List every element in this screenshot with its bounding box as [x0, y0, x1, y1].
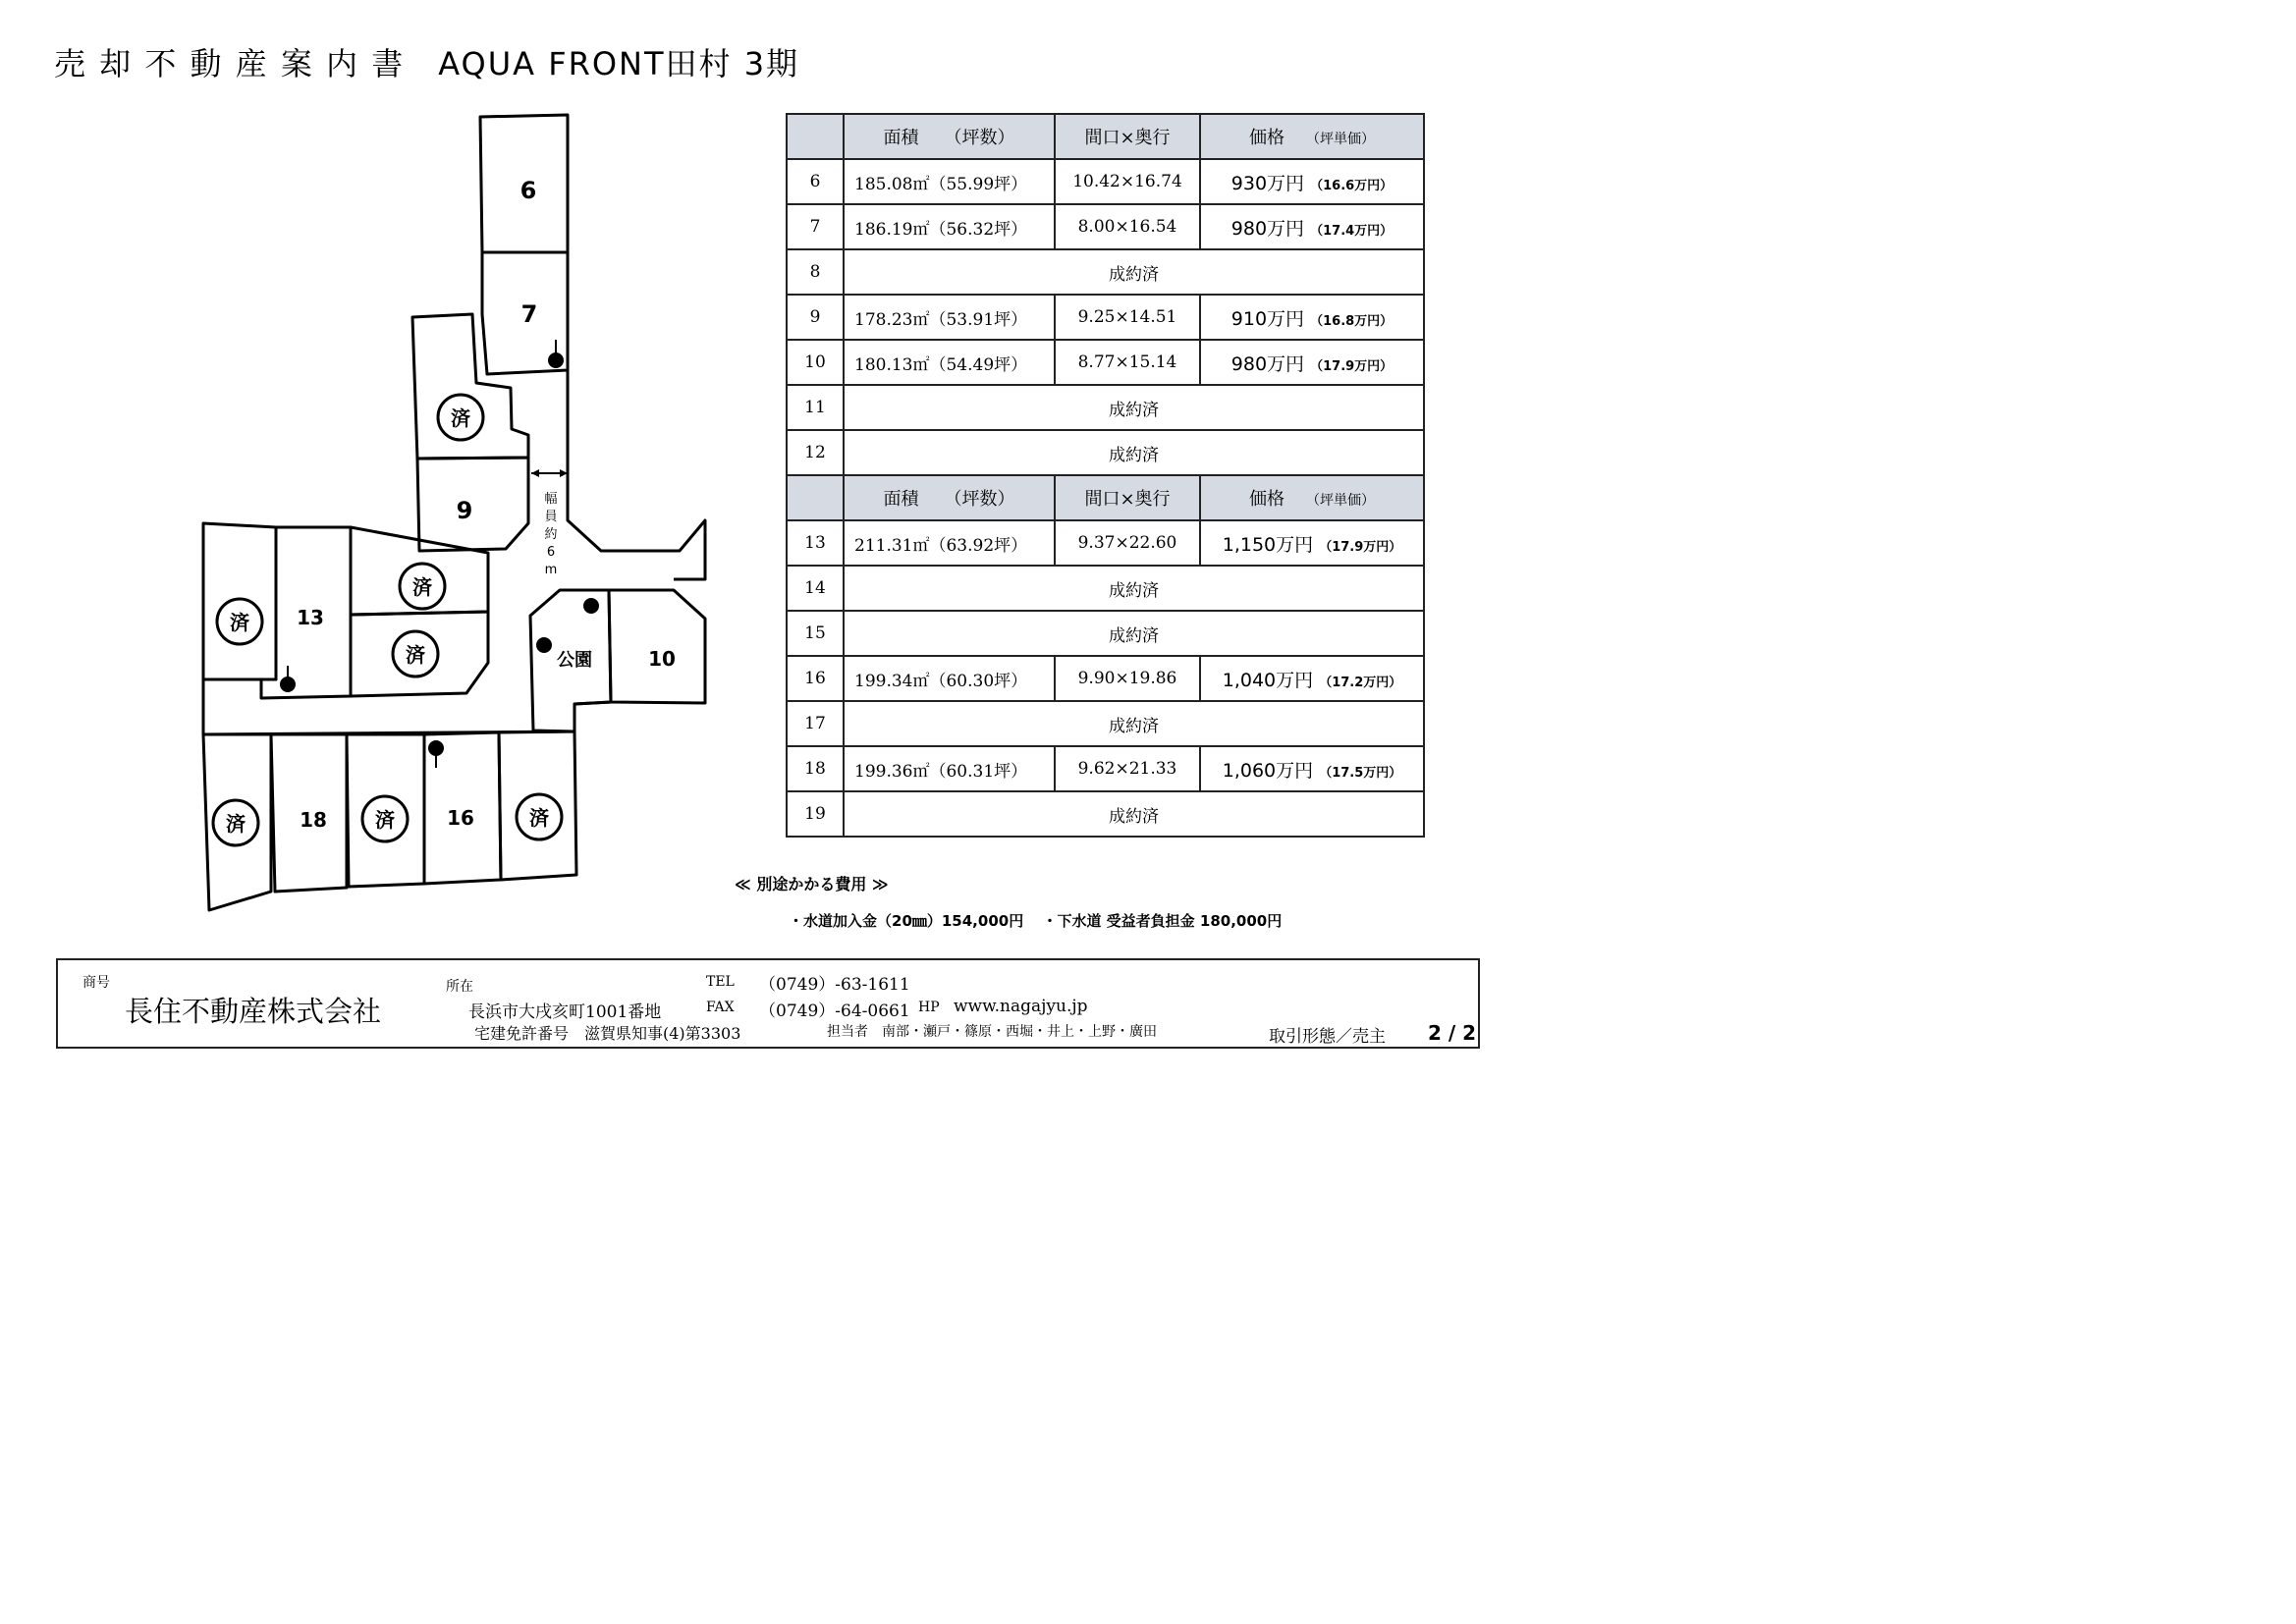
lot-number: 19: [787, 791, 844, 837]
fax-number: （0749）-64-0661: [759, 1001, 910, 1021]
lot-price-cell: [1200, 159, 1424, 204]
sold-mark: 済: [230, 611, 249, 634]
lot-row: [787, 385, 1424, 430]
lot-price-table: [786, 113, 1425, 838]
lot-dimensions: 9.90×19.86: [1055, 656, 1200, 701]
lot-row: [787, 430, 1424, 475]
lot-row: [787, 249, 1424, 295]
lot-row: [787, 791, 1424, 837]
lot-area: 178.23㎡（53.91坪）: [844, 295, 1055, 340]
status-sold: 成約済: [844, 385, 1424, 430]
sold-mark: 済: [375, 808, 395, 832]
unit-price: （17.2万円）: [1319, 675, 1402, 690]
unit-price: （17.9万円）: [1319, 539, 1402, 555]
status-sold: 成約済: [844, 566, 1424, 611]
extra-costs-list: [789, 910, 1295, 931]
status-sold: 成約済: [844, 791, 1424, 837]
header-area: 面積: [883, 489, 919, 510]
sold-mark: 済: [226, 812, 246, 836]
lot-price: 1,060万円: [1222, 759, 1314, 782]
lot-number: 17: [787, 701, 844, 746]
lot-price: 910万円: [1230, 307, 1305, 330]
table-header-row: [787, 114, 1424, 159]
lot-number: 16: [787, 656, 844, 701]
lot-number: 12: [787, 430, 844, 475]
entrance-dot: [549, 353, 563, 367]
extra-costs-title: ≪ 別途かかる費用 ≫: [735, 875, 889, 893]
lot-price: 980万円: [1230, 352, 1305, 375]
road-edge-east: [568, 370, 705, 579]
status-sold: 成約済: [844, 701, 1424, 746]
lot-area: 185.08㎡（55.99坪）: [844, 159, 1055, 204]
header-tsubo: （坪数）: [944, 489, 1015, 510]
lot-price-cell: [1200, 340, 1424, 385]
entrance-dot: [281, 677, 295, 691]
company-footer: [56, 958, 1480, 1049]
lot-number: 11: [787, 385, 844, 430]
website: www.nagajyu.jp: [954, 997, 1088, 1016]
lot-area: 211.31㎡（63.92坪）: [844, 520, 1055, 566]
road-edge-south: [203, 679, 612, 734]
header-dims: 間口×奥行: [1055, 114, 1200, 159]
address: 長浜市大戌亥町1001番地: [468, 1002, 662, 1022]
trade-name-label: 商号: [82, 975, 110, 991]
lot-dimensions: 9.37×22.60: [1055, 520, 1200, 566]
lot-price-cell: [1200, 656, 1424, 701]
lot-13-label: 13: [297, 606, 324, 629]
water-fee: ・水道加入金（20㎜）154,000円: [789, 912, 1024, 930]
lot-sold-d-outline: [203, 523, 276, 679]
company-name: 長住不動産株式会社: [125, 995, 382, 1028]
lot-row: [787, 159, 1424, 204]
lot-price: 930万円: [1230, 172, 1305, 194]
lot-area: 186.19㎡（56.32坪）: [844, 204, 1055, 249]
status-sold: 成約済: [844, 611, 1424, 656]
tel-number: （0749）-63-1611: [759, 975, 910, 995]
staff-list: 担当者 南部・瀬戸・篠原・西堀・井上・上野・廣田: [827, 1024, 1157, 1040]
lot-price-cell: [1200, 204, 1424, 249]
park-dot: [537, 638, 551, 652]
lot-18-label: 18: [300, 808, 327, 832]
lot-sold-b-outline: [351, 527, 488, 615]
lot-area: 180.13㎡（54.49坪）: [844, 340, 1055, 385]
fax-label: FAX: [706, 1000, 735, 1015]
road-width-char: 約: [544, 527, 558, 542]
lot-7-label: 7: [520, 300, 538, 328]
lot-number: 7: [787, 204, 844, 249]
lot-9-label: 9: [456, 497, 473, 524]
header-tsubo: （坪数）: [944, 128, 1015, 148]
page-title: 売 却 不 動 産 案 内 書 AQUA FRONT田村 3期: [54, 45, 800, 82]
lot-number: 9: [787, 295, 844, 340]
hp-label: HP: [918, 1000, 940, 1015]
lot-dimensions: 10.42×16.74: [1055, 159, 1200, 204]
lot-number: 18: [787, 746, 844, 791]
road-width-char: 幅: [544, 492, 558, 507]
lot-area: 199.34㎡（60.30坪）: [844, 656, 1055, 701]
lot-dimensions: 9.25×14.51: [1055, 295, 1200, 340]
lot-dimensions: 8.77×15.14: [1055, 340, 1200, 385]
lot-6-label: 6: [519, 177, 537, 204]
road-width-char: 員: [544, 510, 558, 524]
lot-row: [787, 611, 1424, 656]
lot-number: 10: [787, 340, 844, 385]
unit-price: （17.4万円）: [1310, 223, 1394, 239]
sold-mark: 済: [451, 406, 470, 430]
header-unit-price: （坪単価）: [1306, 493, 1375, 509]
lot-10-label: 10: [648, 647, 676, 671]
sold-mark: 済: [406, 643, 425, 667]
header-dims: 間口×奥行: [1055, 475, 1200, 520]
lot-row: [787, 520, 1424, 566]
lot-9-outline: [417, 458, 528, 551]
lot-row: [787, 295, 1424, 340]
lot-price: 1,040万円: [1222, 669, 1314, 691]
lot-number: 15: [787, 611, 844, 656]
lot-number: 6: [787, 159, 844, 204]
address-label: 所在: [446, 979, 473, 995]
lot-row: [787, 701, 1424, 746]
status-sold: 成約済: [844, 430, 1424, 475]
header-unit-price: （坪単価）: [1306, 132, 1375, 147]
lot-area: 199.36㎡（60.31坪）: [844, 746, 1055, 791]
lot-row: [787, 566, 1424, 611]
header-price: 価格: [1249, 489, 1285, 510]
sold-mark: 済: [412, 575, 432, 599]
lot-price-cell: [1200, 520, 1424, 566]
unit-price: （17.5万円）: [1319, 765, 1402, 781]
sold-mark: 済: [529, 806, 549, 830]
table-header-row: [787, 475, 1424, 520]
license-number: 宅建免許番号 滋賀県知事(4)第3303: [474, 1024, 741, 1043]
lot-row: [787, 746, 1424, 791]
unit-price: （17.9万円）: [1310, 358, 1394, 374]
tel-label: TEL: [706, 974, 735, 990]
lot-number: 14: [787, 566, 844, 611]
lot-dimensions: 9.62×21.33: [1055, 746, 1200, 791]
road-width-char: 6: [546, 545, 556, 560]
lot-number: 8: [787, 249, 844, 295]
deal-type: 取引形態／売主: [1269, 1027, 1386, 1047]
lot-price: 980万円: [1230, 217, 1305, 240]
road-width-char: m: [544, 563, 558, 577]
sewer-fee: ・下水道 受益者負担金 180,000円: [1042, 912, 1283, 930]
lot-row: [787, 656, 1424, 701]
page-number: 2 / 2: [1427, 1021, 1476, 1045]
lot-row: [787, 340, 1424, 385]
status-sold: 成約済: [844, 249, 1424, 295]
lot-dimensions: 8.00×16.54: [1055, 204, 1200, 249]
site-plan-map: [0, 0, 746, 943]
lot-row: [787, 204, 1424, 249]
park-dot: [584, 599, 598, 613]
entrance-dot: [429, 741, 443, 755]
lot-16-label: 16: [447, 806, 474, 830]
lot-number: 13: [787, 520, 844, 566]
lot-price-cell: [1200, 746, 1424, 791]
header-area: 面積: [883, 128, 919, 148]
park-label: 公園: [557, 650, 592, 671]
unit-price: （16.8万円）: [1310, 313, 1394, 329]
header-price: 価格: [1249, 128, 1285, 148]
lot-price: 1,150万円: [1222, 533, 1314, 556]
lot-price-cell: [1200, 295, 1424, 340]
unit-price: （16.6万円）: [1310, 178, 1394, 193]
